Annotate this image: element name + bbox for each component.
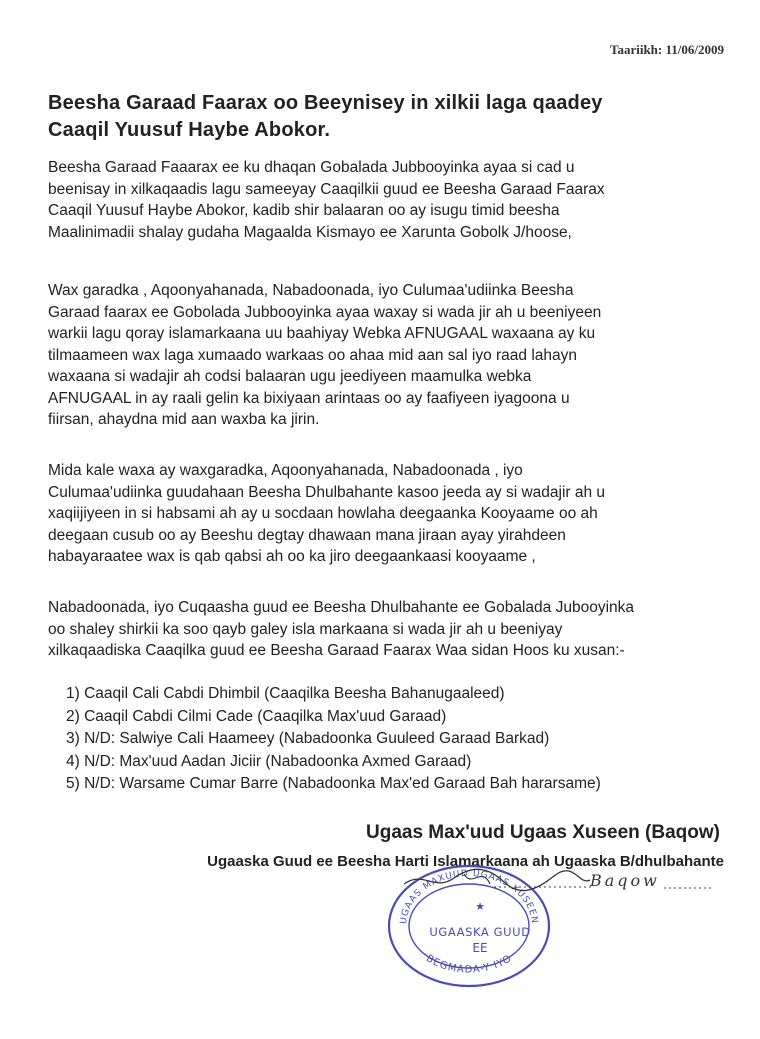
paragraph-line: Beesha Garaad Faaarax ee ku dhaqan Gobalada Jubbooyinka ayaa si cad u <box>48 159 575 176</box>
paragraph-line: beenisay in xilkaqaadis lagu sameeyay Caaqilkii guud ee Beesha Garaad Faarax <box>48 180 605 198</box>
paragraph-line: xilkaqaadiska Caaqilka guud ee Beesha Garaad Faarax Waa sidan Hoos ku xusan:- <box>48 642 625 659</box>
stamp-star-icon: ★ <box>475 900 485 913</box>
stamp-bottom-text: BEGMADA-Y IYO <box>423 953 515 976</box>
title-line-2: Caaqil Yuusuf Haybe Abokor. <box>48 119 331 141</box>
paragraph-line: Garaad faarax ee Gobolada Jubbooyinka ayaa waxay si wada jir ah u beeniyeen <box>48 303 602 321</box>
paragraph-1 <box>48 157 738 243</box>
paragraph-line: Wax garadka , Aqoonyahanada, Nabadoonada, iyo Culumaa'udiinka Beesha <box>48 282 574 299</box>
paragraph-line: AFNUGAAL in ay raali gelin ka bixiyaan arintaas oo ay faafiyeen iyagoona u <box>48 389 570 407</box>
paragraph-line: Nabadoonada, iyo Cuqaasha guud ee Beesha Dhulbahante ee Gobalada Jubooyinka <box>48 599 635 616</box>
paragraph-line: Caaqil Yuusuf Haybe Abokor, kadib shir balaaran oo ay isugu timid beesha <box>48 202 560 219</box>
list-item: 3) N/D: Salwiye Cali Haameey (Nabadoonka Guuleed Garaad Barkad) <box>66 730 550 747</box>
paragraph-line: habayaraatee wax is qab qabsi ah oo ka jiro deegaankaasi kooyaame , <box>48 548 536 565</box>
title-line-1: Beesha Garaad Faarax oo Beeynisey in xilkii laga qaadey <box>48 92 603 114</box>
signatory-name: Ugaas Max'uud Ugaas Xuseen (Baqow) <box>366 822 720 843</box>
document-date: Taariikh: 11/06/2009 <box>609 42 724 57</box>
paragraph-4 <box>48 597 738 662</box>
stamp-line-2: EE <box>472 941 488 955</box>
stamp-outer-text: UGAAS MAXUUD UGAAS XUSEEN <box>398 868 540 925</box>
paragraph-line: fiirsan, ahaydna mid aan waxba ka jirin. <box>48 411 320 428</box>
paragraph-line: xaqiijiyeen in si habsami ah ay u socdaan howlaha deegaanka Kooyaame oo ah <box>48 505 598 522</box>
handwritten-signature <box>394 862 724 902</box>
list-item: 4) N/D: Max'uud Aadan Jiciir (Nabadoonka Axmed Garaad) <box>66 752 472 770</box>
paragraph-line: Mida kale waxa ay waxgaradka, Aqoonyahanada, Nabadoonada , iyo <box>48 462 523 479</box>
paragraph-3 <box>48 460 738 568</box>
stamp-line-1: UGAASKA GUUD <box>429 925 531 939</box>
paragraph-line: warkii lagu qoray islamarkaana uu baahiyay Webka AFNUGAAL waxaana ay ku <box>48 325 596 342</box>
paragraph-line: deegaan cusub oo ay Beeshu degtay dhawaan mana jiraan ayay yirahdeen <box>48 526 566 544</box>
paragraph-line: oo shaley shirkii ka soo qayb galey isla markaana si wada jir ah u beeniyay <box>48 620 563 638</box>
participants-list <box>66 683 601 796</box>
paragraph-line: tilmaameen wax laga xumaado warkaas oo ahaa mid aan sal iyo raad lahayn <box>48 346 578 364</box>
paragraph-line: Maalinimadii shalay gudaha Magaalda Kismayo ee Xarunta Gobolk J/hoose, <box>48 223 572 241</box>
list-item: 1) Caaqil Cali Cabdi Dhimbil (Caaqilka Beesha Bahanugaaleed) <box>66 685 505 702</box>
paragraph-line: waxaana si wadajir ah codsi balaaran ugu jeediyeen maamulka webka <box>48 368 532 385</box>
list-item: 2) Caaqil Cabdi Cilmi Cade (Caaqilka Max'uud Garaad) <box>66 707 447 725</box>
document-title <box>48 90 728 144</box>
signatory-title: Ugaaska Guud ee Beesha Harti Islamarkaana ah Ugaaska B/dhulbahante <box>207 853 724 870</box>
signature-handwriting: Baqow <box>590 871 660 890</box>
paragraph-line: Culumaa'udiinka guudahaan Beesha Dhulbahante kasoo jeeda ay si wadajir ah u <box>48 483 606 501</box>
paragraph-2 <box>48 280 738 431</box>
list-item: 5) N/D: Warsame Cumar Barre (Nabadoonka Max'ed Garaad Bah hararsame) <box>66 775 601 792</box>
